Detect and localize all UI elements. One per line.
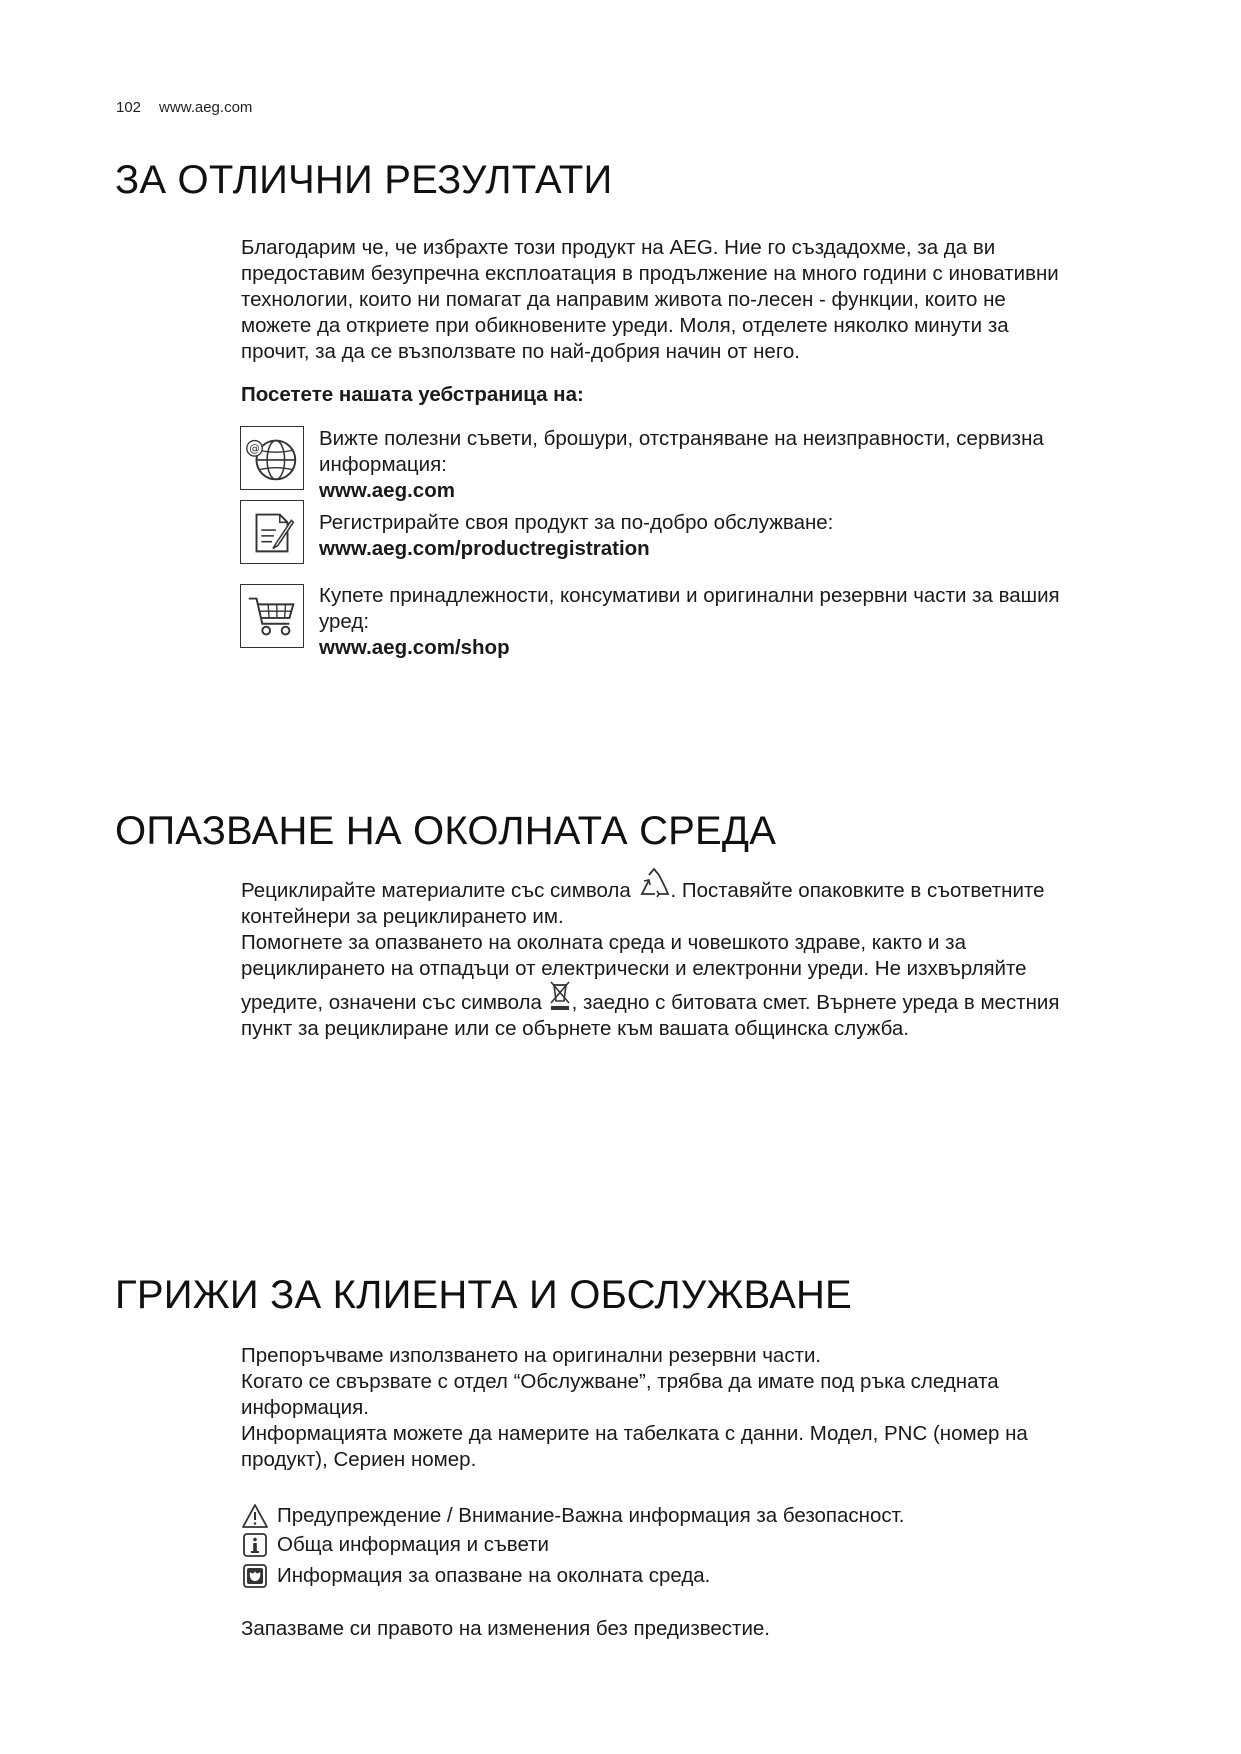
intro-line: прочит, за да се възползвате по най-добрия начин от него.: [241, 340, 800, 363]
section-title-environment: ОПАЗВАНЕ НА ОКОЛНАТА СРЕДА: [115, 809, 777, 853]
intro-line: Благодарим че, че избрахте този продукт на AEG. Ние го създадохме, за да ви: [241, 236, 996, 259]
intro-line: технологии, които ни помагат да направим живота по-лесен - функции, които не: [241, 288, 1006, 311]
intro-line: можете да откриете при обикновените уреди. Моля, отделете няколко минути за: [241, 314, 1009, 337]
link-description: Регистрирайте своя продукт за по-добро обслужване:: [319, 511, 834, 534]
visit-label: Посетете нашата уебстраница на:: [241, 383, 584, 406]
care-line: Информацията можете да намерите на табелката с данни. Модел, PNC (номер на: [241, 1422, 1028, 1445]
svg-text:@: @: [249, 442, 260, 456]
link-url-support[interactable]: www.aeg.com: [319, 479, 455, 502]
link-description: Купете принадлежности, консумативи и оригинални резервни части за вашия: [319, 584, 1060, 607]
link-item-registration: [319, 510, 1149, 562]
legend-info: [241, 1532, 549, 1558]
care-line: Препоръчваме използването на оригинални резервни части.: [241, 1344, 822, 1367]
shopping-cart-icon: [240, 584, 304, 648]
intro-line: предоставим безупречна експлоатация в продължение на много години с иновативни: [241, 262, 1059, 285]
care-line: Когато се свързвате с отдел “Обслужване”, трябва да имате под ръка следната: [241, 1370, 999, 1393]
link-description: информация:: [319, 453, 447, 476]
link-description: Вижте полезни съвети, брошури, отстраняване на неизправности, сервизна: [319, 427, 1044, 450]
link-url-registration[interactable]: www.aeg.com/productregistration: [319, 537, 650, 560]
care-line: информация.: [241, 1396, 369, 1419]
globe-icon: [240, 426, 304, 490]
info-icon: [241, 1532, 269, 1558]
legend-warning: [241, 1503, 904, 1529]
section-title-customer-care: ГРИЖИ ЗА КЛИЕНТА И ОБСЛУЖВАНЕ: [115, 1273, 852, 1317]
link-description: уред:: [319, 610, 370, 633]
warning-icon: [241, 1503, 269, 1529]
env-text: , заедно с битовата смет. Върнете уреда в местния: [571, 991, 1060, 1014]
legend-text: Обща информация и съвети: [277, 1533, 550, 1556]
link-item-shop: [319, 583, 1149, 661]
link-url-shop[interactable]: www.aeg.com/shop: [319, 636, 510, 659]
crossed-bin-icon: [548, 979, 572, 1013]
care-line: продукт), Сериен номер.: [241, 1448, 477, 1471]
env-text: пункт за рециклиране или се обърнете към вашата общинска служба.: [241, 1017, 909, 1040]
environment-icon: [241, 1563, 269, 1589]
link-item-support: [319, 426, 1149, 504]
env-text: Рециклирайте материалите със символа: [241, 879, 637, 902]
legend-environment: [241, 1563, 710, 1589]
header-site[interactable]: www.aeg.com: [159, 99, 253, 116]
env-text: . Поставяйте опаковките в съответните: [670, 879, 1045, 902]
legend-text: Предупреждение / Внимание-Важна информация за безопасност.: [277, 1504, 905, 1527]
page-number: 102: [116, 99, 142, 116]
env-text: рециклирането на отпадъци от електрически и електронни уреди. Не изхвърляйте: [241, 957, 1027, 980]
intro-paragraph: [241, 235, 1141, 365]
page-header: [116, 99, 252, 116]
registration-icon: [240, 500, 304, 564]
legend-text: Информация за опазване на околната среда.: [277, 1564, 711, 1587]
customer-care-paragraph: [241, 1343, 1141, 1473]
disclaimer: Запазваме си правото на изменения без предизвестие.: [241, 1617, 770, 1640]
section-title-results: ЗА ОТЛИЧНИ РЕЗУЛТАТИ: [115, 158, 613, 202]
env-text: уредите, означени със символа: [241, 991, 548, 1014]
recycle-icon: [637, 867, 671, 901]
environment-paragraph: [241, 878, 1141, 1042]
env-text: контейнери за рециклирането им.: [241, 905, 564, 928]
env-text: Помогнете за опазването на околната среда и човешкото здраве, както и за: [241, 931, 966, 954]
